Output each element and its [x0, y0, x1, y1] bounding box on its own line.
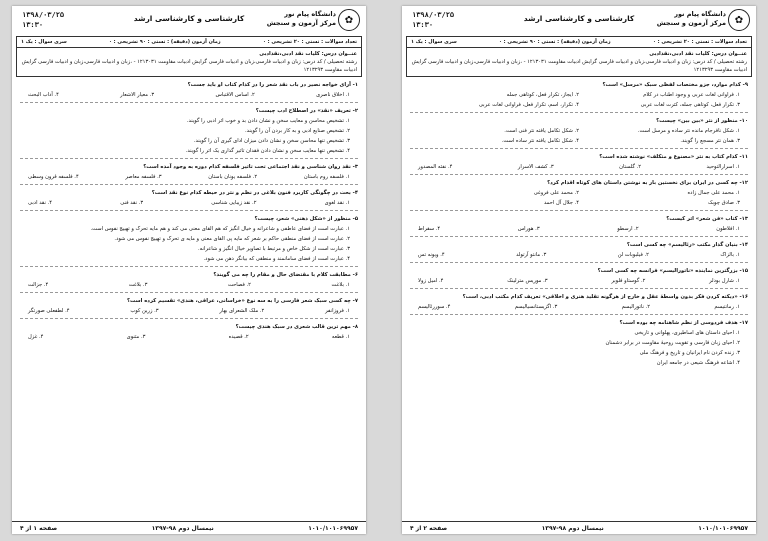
answer-option: ۳. فلسفه معاصر — [125, 174, 162, 180]
exam-info-box — [406, 36, 752, 77]
question-separator — [20, 266, 358, 267]
answer-options — [20, 199, 358, 207]
answer-option: ۲. قصیده — [228, 334, 249, 340]
footer-code: ۱۰۱۰/۱۰۱۰۶۹۹۵۷ — [698, 524, 748, 532]
question-text: ۹- کدام موارد، جزو مختصات لفظی سبک «مرسل» است؟ — [602, 82, 748, 88]
question-item — [20, 215, 358, 263]
exam-date-time: ۱۳۹۸/۰۳/۲۵ ۱۳:۳۰ — [412, 11, 455, 29]
question-text: ۱۴- بنیان گذار مکتب «رئالیسم» چه کسی است؟ — [626, 242, 748, 248]
answer-option: ۴. غزل — [28, 334, 44, 340]
answer-option: ۲. فیلبوبات لن — [617, 252, 649, 258]
answer-option: ۳. موریس مترلینک — [507, 278, 548, 284]
answer-option: ۱. احیای داستان های اساطیری، پهلوانی و تاریخی — [634, 330, 740, 336]
answer-option: ۴. نقد ادبی — [28, 200, 53, 206]
answer-option: ۴. امیل زولا — [418, 278, 444, 284]
answer-option: ۴. شکل تکامل یافته نثر ساده است. — [501, 138, 579, 144]
answer-option: ۴. جزالت — [28, 282, 49, 288]
question-text: ۷- چه کسی سبک شعر فارسی را به سه نوع «خراسانی، عراقی، هندی» تقسیم کرده است؟ — [127, 298, 358, 304]
question-separator — [410, 112, 748, 113]
answer-option: ۲. نقد زیبایی شناسی — [211, 200, 257, 206]
question-text: ۱۳- کتاب «فن شعر» اثر کیست؟ — [666, 216, 748, 222]
answer-option: ۴. تشخیص تنها معایب سخن و نشان دادن فقدان تاثیر گذاری یک اثر را گویند. — [185, 148, 350, 154]
question-separator — [410, 236, 748, 237]
question-item — [410, 267, 748, 285]
answer-option: ۳. زرین کوب — [130, 308, 159, 314]
answer-option: ۳. مثنوی — [126, 334, 146, 340]
question-item — [20, 323, 358, 341]
answer-option: ۳. هوراس — [517, 226, 540, 232]
answer-option: ۲. عبارت است از فضای منطقی حاکم بر شعر که مایه پی القای معنی و مایه ی تحرک و تهییج نفوس می شود. — [114, 236, 350, 242]
question-separator — [410, 314, 748, 315]
answer-option: ۳. زنده کردن نام ایرانیان و تاریخ و فرهنگ ملی — [639, 350, 740, 356]
footer-term: نیمسال دوم ۹۸-۱۳۹۷ — [151, 524, 214, 532]
question-separator — [410, 288, 748, 289]
question-text: ۴- بحث در چگونگی کاربرد فنون بلاغی در نظم و نثر در حیطه کدام نوع نقد است؟ — [151, 190, 358, 196]
exam-date-time: ۱۳۹۸/۰۳/۲۵ ۱۳:۳۰ — [22, 11, 65, 29]
question-item — [20, 81, 358, 99]
answer-option: ۱. نقد لغوی — [324, 200, 350, 206]
question-text: ۵- منظور از «شکل ذهنی» شعر، چیست؟ — [254, 216, 358, 222]
question-item — [410, 241, 748, 259]
answer-option: ۴. ویونه تس — [418, 252, 445, 258]
answer-option: ۴. اشاعه فرهنگ شیعی در جامعه ایران — [656, 360, 740, 366]
exam-title: کارشناسی و کارشناسی ارشد — [523, 14, 635, 23]
answer-option: ۱. فلسفه روم باستان — [303, 174, 350, 180]
duration: زمان آزمون (دقیقه) : تستی : ۹۰ تشریحی : ۰ — [108, 39, 221, 45]
exam-info-box — [16, 36, 362, 77]
answer-option: ۱. شکل نافرجام مانده نثر ساده و مرسل است. — [637, 128, 740, 134]
answer-option: ۲. ارسطو — [617, 226, 639, 232]
footer-page: صفحه ۲ از ۴ — [410, 524, 448, 532]
question-item — [20, 297, 358, 315]
answer-option: ۲. فصاحت — [227, 282, 251, 288]
answer-option: ۲. گلستان — [619, 164, 642, 170]
question-text: ۲- تعریف «نقد» در اصطلاح ادب چیست؟ — [255, 108, 358, 114]
question-item — [410, 153, 748, 171]
answer-options — [20, 173, 358, 181]
page-header — [402, 6, 756, 36]
question-item — [410, 293, 748, 311]
university-logo-icon: ✿ — [728, 9, 750, 31]
answer-option: ۲. گوستاو فلوبر — [611, 278, 646, 284]
answer-options — [410, 251, 748, 259]
question-item — [410, 179, 748, 207]
question-separator — [410, 174, 748, 175]
answer-option: ۱. بلاغت — [331, 282, 350, 288]
answer-option: ۳. کشف الاسرار — [517, 164, 554, 170]
question-list — [12, 77, 366, 348]
answer-option: ۴. جلال آل احمد — [543, 200, 579, 206]
university-logo-icon: ✿ — [338, 9, 360, 31]
field-of-study: رشته تحصیلی / کد درس: زبان و ادبیات فارسی،زبان و ادبیات فارسی گرایش ادبیات مقاومت ۱۲۱۳۰۳۱ - ،زبان و ادبیات فارسی،زبان و ادبیات فارسی گرایش ادبیات مقاومت ۱۲۱۳۲۹۳ — [21, 59, 357, 73]
answer-option: ۱. قطعه — [331, 334, 350, 340]
answer-option: ۴. نفثه المصدور — [418, 164, 453, 170]
series: سری سوال : یک ۱ — [21, 39, 67, 45]
question-separator — [410, 210, 748, 211]
answer-option: ۳. بلاغت — [128, 282, 148, 288]
question-separator — [20, 184, 358, 185]
answer-option: ۳. صادق چوبک — [707, 200, 740, 206]
answer-option: ۳. همان نثر مسجع را گویند. — [680, 138, 740, 144]
answer-option: ۲. شکل تکامل یافته نثر فنی است. — [504, 128, 579, 134]
answer-option: ۱. رمانتیسم — [714, 304, 740, 310]
answer-option: ۱. شارل بودلر — [709, 278, 740, 284]
question-text: ۶- مطابقت کلام با مقتضای حال و مقام را چه می گویند؟ — [213, 272, 358, 278]
answer-option: ۱. فراوانی لغات عربی و وجود اطناب در کلام — [643, 92, 740, 98]
answer-option: ۱. فروزانفر — [325, 308, 350, 314]
university-name: دانشگاه پیام نور مرکز آزمون و سنجش — [266, 10, 336, 27]
page-header — [12, 6, 366, 36]
question-separator — [20, 210, 358, 211]
page-footer — [12, 521, 366, 534]
footer-code: ۱۰۱۰/۱۰۱۰۶۹۹۵۷ — [308, 524, 358, 532]
answer-option: ۴. تکرار، اسم، تکرار فعل، فراوانی لغات عربی — [478, 102, 579, 108]
exam-page-2 — [402, 6, 756, 534]
question-list — [402, 77, 756, 374]
answer-option: ۱. عبارت است از فضای عاطفی و شاعرانه و خیال انگیز که هم القای معنی می کند و هم مایه تحرک و تهییج نفوس است. — [90, 226, 350, 232]
answer-option: ۲. احیای زبان فارسی و تقویت روحیهٔ مقاومت در برابر دشمنان — [605, 340, 740, 346]
exam-title: کارشناسی و کارشناسی ارشد — [133, 14, 245, 23]
university-name: دانشگاه پیام نور مرکز آزمون و سنجش — [656, 10, 726, 27]
answer-option: ۴. لطفعلی صورتگر — [28, 308, 70, 314]
exam-page-1 — [12, 6, 366, 534]
answer-options — [20, 333, 358, 341]
answer-options — [20, 91, 358, 99]
answer-option: ۳. عبارت است از شکل خاص و مرتبط با تصاویر خیال انگیز و شاعرانه. — [198, 246, 350, 252]
answer-options — [20, 307, 358, 315]
question-text: ۸- مهم ترین قالب شعری در سبک هندی چیست؟ — [235, 324, 358, 330]
num-questions: تعداد سوالات : تستی : ۲۰ تشریحی : ۰ — [262, 39, 357, 45]
answer-options — [410, 303, 748, 311]
answer-options — [20, 117, 358, 155]
question-text: ۱۶- «دیکته کردن فکر بدون واسطهٔ عقل و خارج از هرگونه تقلید هنری و اخلاقی» تعریف کدام مکتب ادبی، است؟ — [462, 294, 748, 300]
answer-options — [410, 91, 748, 109]
answer-options — [410, 329, 748, 367]
footer-page: صفحه ۱ از ۴ — [20, 524, 58, 532]
field-of-study: رشته تحصیلی / کد درس: زبان و ادبیات فارسی،زبان و ادبیات فارسی گرایش ادبیات مقاومت ۱۲۱۳۰۳۱ - ،زبان و ادبیات فارسی،زبان و ادبیات فارسی گرایش ادبیات مقاومت ۱۲۱۳۲۹۳ — [411, 59, 747, 73]
series: سری سوال : یک ۱ — [411, 39, 457, 45]
answer-option: ۲. تشخیص صنایع ادبی و به کار بردن آن را گویند. — [245, 128, 350, 134]
course-title: عنــوان درس: کلیات نقد ادبی،نقدادبی — [649, 51, 747, 57]
answer-option: ۱. محمد علی جمال زاده — [687, 190, 740, 196]
question-text: ۱۰- منظور از نثر «بین بین» چیست؟ — [656, 118, 748, 124]
answer-option: ۳. نقد فنی — [120, 200, 144, 206]
question-item — [20, 107, 358, 155]
question-separator — [410, 148, 748, 149]
footer-term: نیمسال دوم ۹۸-۱۳۹۷ — [541, 524, 604, 532]
answer-option: ۲. ناتورالیسم — [621, 304, 651, 310]
answer-option: ۴. عبارت است از فضای سامانمند و منطقی که بیانگر ذهن می شود. — [203, 256, 350, 262]
answer-option: ۱. بالزاک — [720, 252, 740, 258]
question-text: ۱۱- کدام کتاب به نثر «مصنوع و متکلف» نوشته شده است؟ — [599, 154, 748, 160]
answer-option: ۱. اخلاق ناصری — [316, 92, 350, 98]
question-text: ۱۷- هدف فردوسی از نظم شاهنامه چه بوده است؟ — [619, 320, 748, 326]
answer-option: ۳. مانتو آرتولد — [516, 252, 547, 258]
answer-option: ۳. معیار الاشعار — [120, 92, 155, 98]
answer-option: ۳. تکرار فعل، کوتاهی جمله، کثرت لغات عربی — [640, 102, 740, 108]
answer-option: ۲. ملک الشعرای بهار — [219, 308, 265, 314]
answer-options — [20, 281, 358, 289]
question-separator — [20, 318, 358, 319]
question-item — [410, 117, 748, 145]
page-footer — [402, 521, 756, 534]
answer-option: ۳. اگزیستانسیالیسم — [514, 304, 558, 310]
answer-options — [20, 225, 358, 263]
question-text: ۳- نقد روان شناسی و نقد اجتماعی تحت تاثیر فلسفه کدام دوره به وجود آمده است؟ — [143, 164, 358, 170]
answer-option: ۴. سوررئالیسم — [418, 304, 451, 310]
answer-option: ۴. فلسفه قرون وسطی — [28, 174, 79, 180]
answer-option: ۲. اساس الاقتباس — [215, 92, 255, 98]
answer-option: ۴. آداب البحث — [28, 92, 59, 98]
answer-option: ۴. سقراط — [418, 226, 441, 232]
num-questions: تعداد سوالات : تستی : ۲۰ تشریحی : ۰ — [652, 39, 747, 45]
question-text: ۱۵- بزرگترین نماینده «ناتورالیسم» فرانسه چه کسی است؟ — [597, 268, 748, 274]
question-item — [20, 189, 358, 207]
question-text: ۱۲- چه کسی در ایران برای نخستین بار به نوشتن داستان های کوتاه اقدام کرد؟ — [547, 180, 748, 186]
question-separator — [410, 262, 748, 263]
answer-options — [410, 225, 748, 233]
question-separator — [20, 292, 358, 293]
question-item — [410, 319, 748, 367]
question-text: ۱- آرای خواجه نصیر در باب نقد شعر را در کدام کتاب او باید جست؟ — [187, 82, 358, 88]
answer-option: ۱. اسرارالتوحید — [706, 164, 740, 170]
answer-option: ۲. ایجاز، تکرار فعل، کوتاهی جمله — [506, 92, 579, 98]
question-separator — [20, 158, 358, 159]
question-separator — [20, 102, 358, 103]
answer-options — [410, 189, 748, 207]
question-item — [20, 163, 358, 181]
duration: زمان آزمون (دقیقه) : تستی : ۹۰ تشریحی : ۰ — [498, 39, 611, 45]
answer-options — [410, 163, 748, 171]
answer-option: ۱. افلاطون — [716, 226, 740, 232]
answer-option: ۲. فلسفه یونان باستان — [208, 174, 258, 180]
question-item — [410, 81, 748, 109]
answer-option: ۳. تشخیص تنها محاسن سخن و نشان دادن میزان ادای گیری آن را گویند. — [193, 138, 350, 144]
answer-options — [410, 127, 748, 145]
answer-option: ۲. محمد علی فروغی — [533, 190, 579, 196]
answer-options — [410, 277, 748, 285]
answer-option: ۱. تشخیص محاسن و معایب سخن و نشان دادن بد و خوب اثر ادبی را گویند. — [186, 118, 350, 124]
course-title: عنــوان درس: کلیات نقد ادبی،نقدادبی — [259, 51, 357, 57]
question-item — [410, 215, 748, 233]
question-item — [20, 271, 358, 289]
